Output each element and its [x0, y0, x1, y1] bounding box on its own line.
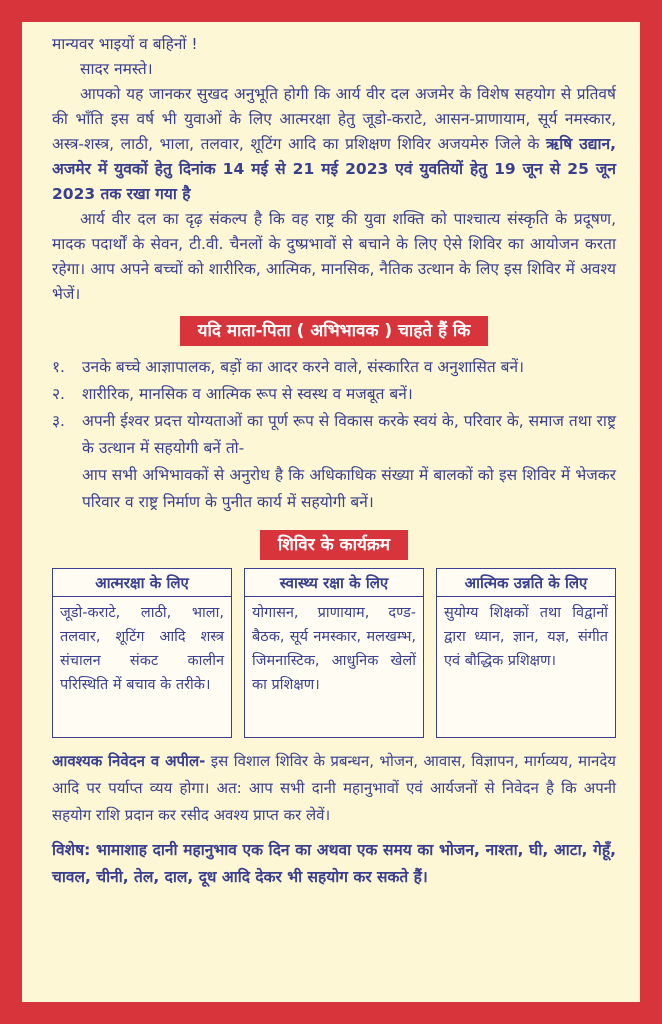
salutation: सादर नमस्ते। [80, 60, 153, 78]
list-number: ३. [52, 412, 65, 430]
program-box-self-defense [52, 568, 232, 738]
special-text: भामाशाह दानी महानुभाव एक दिन का अथवा एक समय का भोजन, नाश्ता, घी, आटा, गेहूँ, चावल, चीनी, तेल, दाल, दूध आदि देकर भी सहयोग कर सकते हैं। [52, 841, 616, 886]
box-body: योगासन, प्राणायाम, दण्ड-बैठक, सूर्य नमस्कार, मलखम्भ, जिमनास्टिक, आधुनिक खेलों का प्रशिक्षण। [252, 605, 416, 693]
list-number: २. [52, 385, 65, 403]
appeal-label: आवश्यक निवेदन व अपील- [52, 752, 206, 770]
parents-request: आप सभी अभिभावकों से अनुरोध है कि अधिकाधिक संख्या में बालकों को इस शिविर में भेजकर परिवार व राष्ट्र निर्माण के पुनीत कार्य में सहयोगी बनें। [82, 466, 616, 511]
list-number: १. [52, 358, 65, 376]
intro-text: आपको यह जानकर सुखद अनुभूति होगी कि आर्य वीर दल अजमेर के विशेष सहयोग से प्रतिवर्ष की भाँति इस वर्ष भी युवाओं के लिए आत्मरक्षा हेतु जूडो-कराटे, आसन-प्राणायाम, सूर्य नमस्कार, अस्त्र-शस्त्र, लाठी, भाला, तलवार, शूटिंग आदि का प्रशिक्षण शिविर अजयमेरु जिले के [52, 85, 616, 153]
appeal-paragraph [52, 748, 616, 829]
pamphlet-page [22, 22, 640, 1002]
list-text: उनके बच्चे आज्ञापालक, बड़ों का आदर करने वाले, संस्कारित व अनुशासित बनें। [82, 358, 524, 376]
intro-paragraph [52, 82, 616, 207]
special-label: विशेष: [52, 841, 91, 859]
list-item [52, 408, 616, 462]
parents-banner: यदि माता-पिता ( अभिभावक ) चाहते हैं कि [180, 316, 489, 346]
program-banner: शिविर के कार्यक्रम [260, 530, 408, 560]
program-box-spiritual [436, 568, 616, 738]
box-title: आत्मरक्षा के लिए [53, 569, 231, 597]
list-item [52, 354, 616, 381]
box-title: स्वास्थ्य रक्षा के लिए [245, 569, 423, 597]
box-body: जूडो-कराटे, लाठी, भाला, तलवार, शूटिंग आदि शस्त्र संचालन संकट कालीन परिस्थिति में बचाव के तरीके। [60, 605, 224, 693]
program-boxes [52, 568, 616, 738]
camp-dates-text: ऋषि उद्यान, अजमेर में युवकों हेतु दिनांक 14 मई से 21 मई 2023 एवं युवतियों हेतु 19 जून से 25 जून 2023 तक रखा गया है [52, 135, 616, 203]
greeting: मान्यवर भाइयों व बहिनों ! [52, 35, 198, 53]
resolve-paragraph: आर्य वीर दल का दृढ़ संकल्प है कि वह राष्ट्र की युवा शक्ति को पाश्चात्य संस्कृति के प्रदूषण, मादक पदार्थों के सेवन, टी.वी. चैनलों के दुष्प्रभावों से बचाने के लिए ऐसे शिविर का आयोजन करता रहेगा। आप अपने बच्चों को शारीरिक, आत्मिक, मानसिक, नैतिक उत्थान के लिए इस शिविर में अवश्य भेजें। [52, 210, 616, 303]
program-box-health [244, 568, 424, 738]
list-text: अपनी ईश्वर प्रदत्त योग्यताओं का पूर्ण रूप से विकास करके स्वयं के, परिवार के, समाज तथा राष्ट्र के उत्थान में सहयोगी बनें तो- [82, 412, 616, 457]
list-text: शारीरिक, मानसिक व आत्मिक रूप से स्वस्थ व मजबूत बनें। [82, 385, 413, 403]
program-banner-wrap [52, 530, 616, 560]
special-note [52, 837, 616, 891]
parents-banner-wrap [52, 316, 616, 346]
box-title: आत्मिक उन्नति के लिए [437, 569, 615, 597]
box-body: सुयोग्य शिक्षकों तथा विद्वानों द्वारा ध्यान, ज्ञान, यज्ञ, संगीत एवं बौद्धिक प्रशिक्षण। [444, 605, 608, 669]
list-item [52, 381, 616, 408]
appeal-text: इस विशाल शिविर के प्रबन्धन, भोजन, आवास, विज्ञापन, मार्गव्यय, मानदेय आदि पर पर्याप्त व्यय होगा। अत: आप सभी दानी महानुभावों एवं आर्यजनों से निवेदन है कि अपनी सहयोग राशि प्रदान कर रसीद अवश्य प्राप्त कर लेवें। [52, 752, 616, 824]
wishes-list [52, 354, 616, 462]
